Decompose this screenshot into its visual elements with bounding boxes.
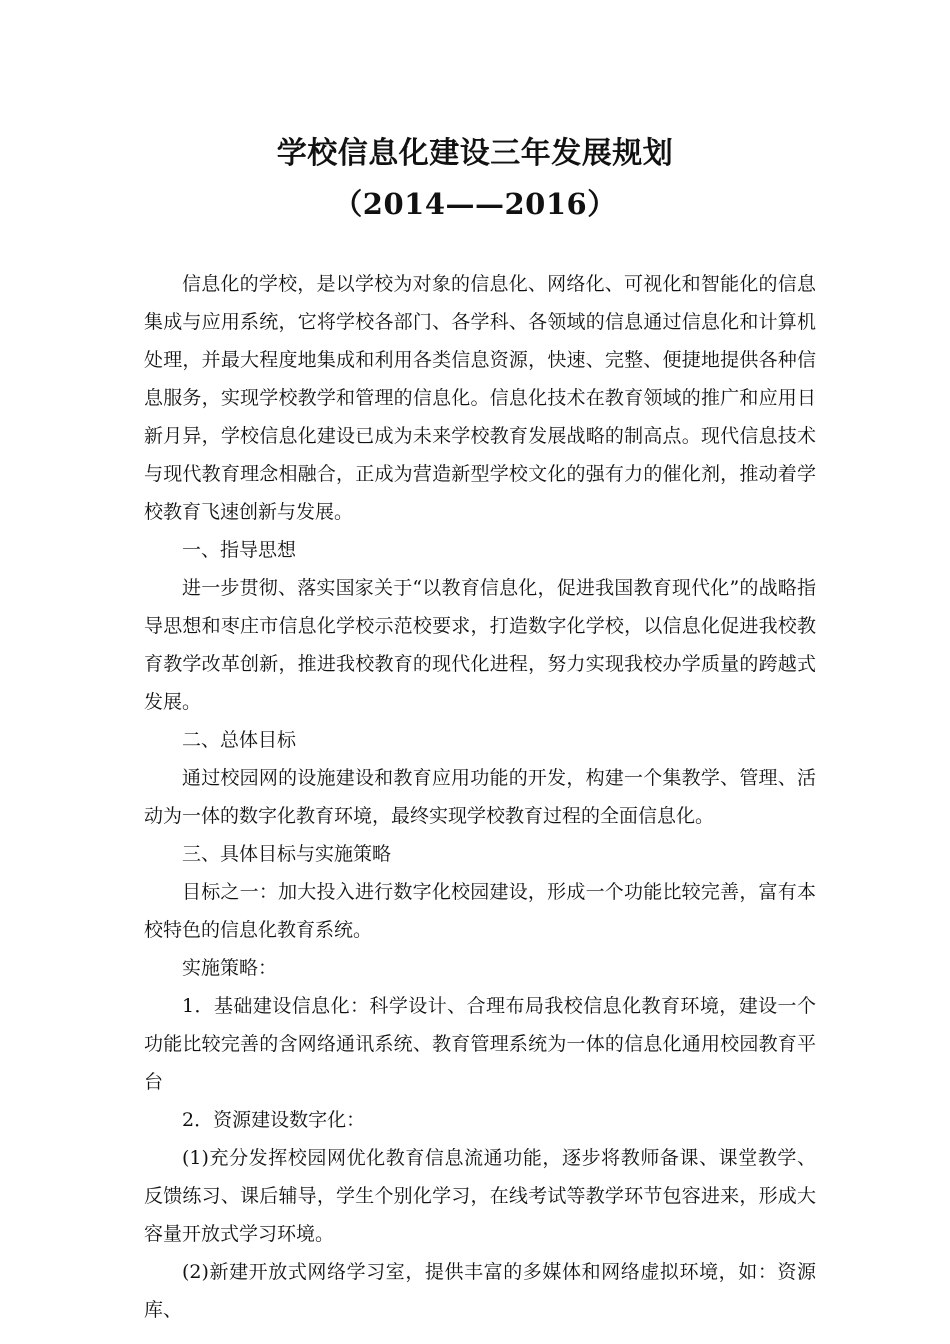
- intro-paragraph: 信息化的学校，是以学校为对象的信息化、网络化、可视化和智能化的信息集成与应用系统，它将学校各部门、各学科、各领域的信息通过信息化和计算机处理，并最大程度地集成和利用各类信息资源，快速、完整、便捷地提供各种信息服务，实现学校教学和管理的信息化。信息化技术在教育领域的推广和应用日新月异，学校信息化建设已成为未来学校教育发展战略的制高点。现代信息技术与现代教育理念相融合，正成为营造新型学校文化的强有力的催化剂，推动着学校教育飞速创新与发展。: [144, 273, 816, 523]
- strategy-item-1: 1．基础建设信息化：科学设计、合理布局我校信息化教育环境，建设一个功能比较完善的含网络通讯系统、教育管理系统为一体的信息化通用校园教育平台: [144, 995, 816, 1093]
- document-subtitle: （2014——2016）: [333, 187, 617, 221]
- strategy-heading: 实施策略：: [182, 957, 278, 979]
- guiding-ideology-paragraph: 进一步贯彻、落实国家关于“以教育信息化，促进我国教育现代化”的战略指导思想和枣庄市信息化学校示范校要求，打造数字化学校，以信息化促进我校教育教学改革创新，推进我校教育的现代化进程，努力实现我校办学质量的跨越式发展。: [144, 577, 816, 713]
- strategy-subitem-2: (2)新建开放式网络学习室，提供丰富的多媒体和网络虚拟环境，如：资源库、: [144, 1261, 816, 1321]
- document-body: [144, 265, 816, 1329]
- strategy-subitem-1: (1)充分发挥校园网优化教育信息流通功能，逐步将教师备课、课堂教学、反馈练习、课后辅导，学生个别化学习，在线考试等教学环节包容进来，形成大容量开放式学习环境。: [144, 1147, 816, 1245]
- section-heading-overall-goal: 二、总体目标: [182, 729, 297, 751]
- strategy-item-2: 2．资源建设数字化：: [182, 1109, 366, 1131]
- section-heading-guiding-ideology: 一、指导思想: [182, 539, 297, 561]
- document-title: 学校信息化建设三年发展规划: [276, 136, 674, 171]
- overall-goal-paragraph: 通过校园网的设施建设和教育应用功能的开发，构建一个集教学、管理、活动为一体的数字化教育环境，最终实现学校教育过程的全面信息化。: [144, 767, 816, 827]
- goal-one-paragraph: 目标之一：加大投入进行数字化校园建设，形成一个功能比较完善，富有本校特色的信息化教育系统。: [144, 881, 816, 941]
- section-heading-specific-goals: 三、具体目标与实施策略: [182, 843, 392, 865]
